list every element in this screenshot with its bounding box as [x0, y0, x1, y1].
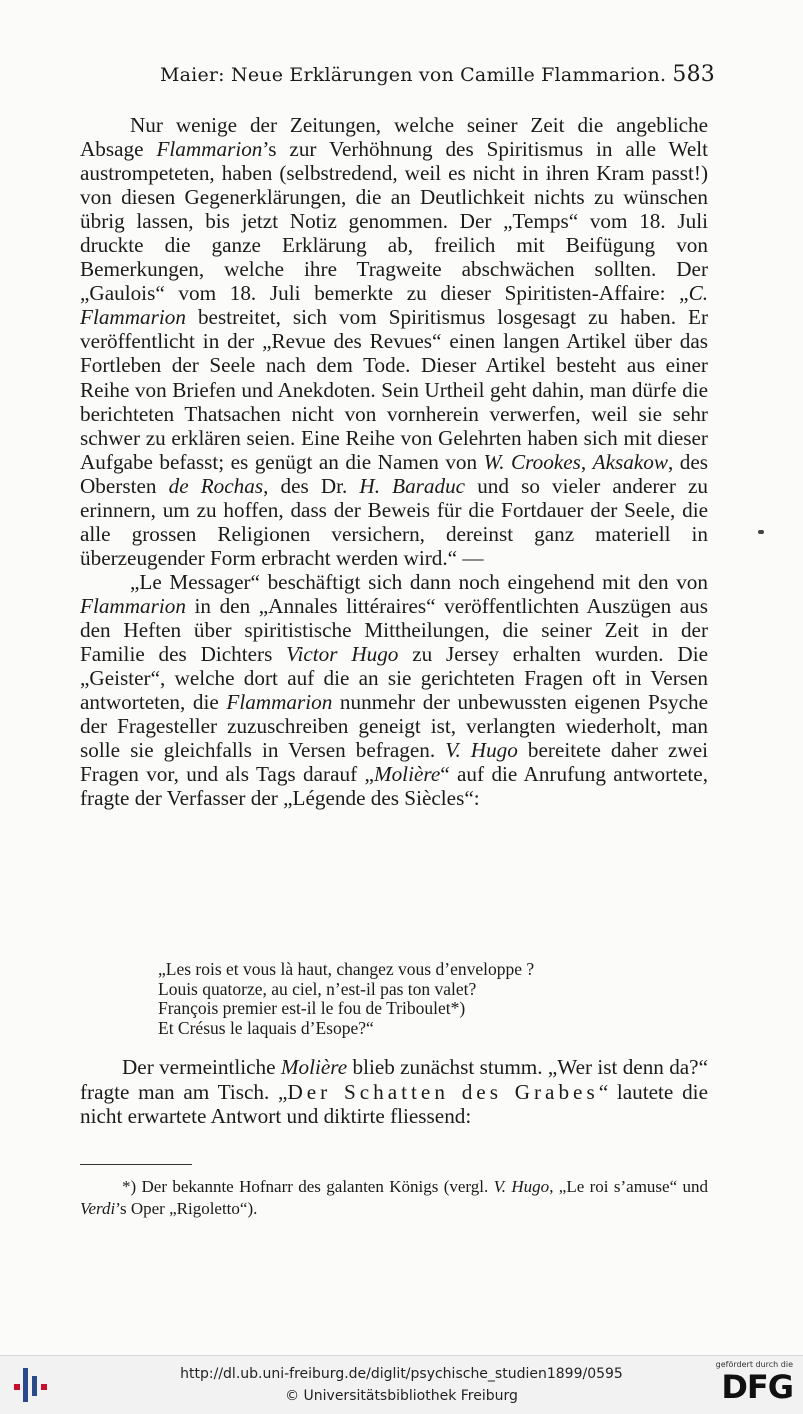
text-run: ,	[580, 449, 593, 474]
footnote-text	[80, 1176, 708, 1219]
main-text	[80, 113, 708, 810]
footnote-rule	[80, 1164, 192, 1165]
italic-name: Flammarion	[226, 690, 333, 715]
text-run: Der vermeintliche	[122, 1055, 281, 1079]
margin-mark	[758, 530, 764, 534]
text-run: bereitete daher zwei Fragen vor, und als Tags darauf „	[80, 738, 708, 787]
italic-name: Flammarion	[80, 593, 186, 618]
text-run: bestreitet, sich vom Spiritismus losgesagt zu haben. Er veröffentlicht in der „Revue des Revues“ einen langen Artikel über das Fortleben der Seele nach dem Tode. Dieser Artikel besteht aus einer Reihe von Briefen und Anekdoten. Sein Urtheil geht dahin, man dürfe die berichteten Thatsachen nicht von vornherein verwerfen, weil sie sehr schwer zu erklären seien. Eine Reihe von Gelehrten haben sich mit dieser Aufgabe befasst; es genügt an die Namen von	[80, 305, 708, 474]
text-run: nunmehr der unbewussten eigenen Psyche der Fragesteller zuzuschreiben geneigt ist, verlangten wiederholt, man solle sie gleichfalls in Versen befragen.	[80, 690, 708, 763]
text-run: , des Obersten	[80, 449, 708, 498]
text-run: blieb zunächst stumm. „Wer ist denn da?“ fragte man am Tisch. „	[80, 1055, 708, 1104]
italic-name: C. Flammarion	[80, 281, 708, 330]
running-head	[160, 62, 715, 87]
italic-name: Verdi	[80, 1198, 116, 1218]
italic-name: Molière	[373, 762, 441, 787]
verse-line: Et Crésus le laquais d’Esope?“	[158, 1017, 374, 1038]
text-run: Nur wenige der Zeitungen, welche seiner Zeit die angebliche Absage	[80, 113, 708, 162]
text-run: ’s zur Verhöhnung des Spiritismus in alle Welt austrompeteten, haben (selbstredend, weil es nicht in ihren Kram passt!) von diesen Gegenerklärungen, die an Deutlichkeit nichts zu wünschen übrig lassen, bis jetzt Notiz genommen. Der „Temps“ vom 18. Juli druckte die ganze Erklärung ab, freilich mit Beifügung von Bemerkungen, welche ihre Tragweite abschwächen sollten. Der „Gaulois“ vom 18. Juli bemerkte zu dieser Spiritisten-Affaire: „	[80, 137, 709, 306]
copyright-notice: © Universitätsbibliothek Freiburg	[285, 1388, 518, 1404]
text-run: „Le Messager“ beschäftigt sich dann noch eingehend mit den von	[130, 569, 708, 594]
page-number: 583	[672, 62, 715, 87]
footnote	[80, 1176, 708, 1219]
italic-name: W. Crookes	[483, 449, 581, 474]
verse-quote	[158, 960, 718, 1038]
text-run: , des Dr.	[263, 473, 360, 498]
text-run: in den „Annales littéraires“ veröffentlichten Auszügen aus den Heften über spiritistische Mittheilungen, die seiner Zeit in der Familie des Dichters	[80, 593, 708, 667]
italic-name: Molière	[280, 1055, 348, 1079]
italic-name: de Rochas	[168, 473, 264, 498]
verse-line: „Les rois et vous là haut, changez vous d’enveloppe ?	[158, 959, 535, 979]
text-run: “ auf die Anrufung antwortete, fragte der Verfasser der „Légende des Siècles“:	[80, 762, 708, 811]
permalink-url[interactable]: http://dl.ub.uni-freiburg.de/diglit/psychische_studien1899/0595	[180, 1366, 623, 1382]
dfg-logo	[703, 1360, 793, 1410]
running-title: Maier: Neue Erklärungen von Camille Flammarion.	[160, 64, 667, 86]
text-run: “ lautete die nicht erwartete Antwort und diktirte fliessend:	[80, 1079, 708, 1128]
text-run: *) Der bekannte Hofnarr des galanten Königs (vergl.	[122, 1177, 494, 1196]
main-text-continued	[80, 1055, 708, 1129]
italic-name: V. Hugo	[493, 1177, 550, 1196]
italic-name: Aksakow	[592, 449, 668, 474]
funder-note: gefördert durch die	[715, 1360, 793, 1369]
dfg-logo-icon: DFG	[721, 1368, 793, 1406]
italic-name: Flammarion	[156, 137, 263, 162]
italic-name: Victor Hugo	[286, 642, 399, 667]
verse-line: François premier est-il le fou de Triboulet*)	[158, 998, 466, 1019]
paragraph-1	[80, 113, 708, 570]
text-run: , „Le roi s’amuse“ und	[549, 1177, 708, 1196]
spaced-emphasis: Der Schatten des Grabes	[287, 1079, 599, 1104]
viewer-footer	[0, 1355, 803, 1414]
italic-name: V. Hugo	[445, 738, 518, 763]
italic-name: H. Baraduc	[359, 473, 466, 498]
text-run: zu Jersey erhalten wurden. Die „Geister“, welche dort auf die an sie gerichteten Fragen oft in Versen antworteten, die	[80, 642, 708, 715]
text-run: ’s Oper „Rigoletto“).	[115, 1198, 258, 1218]
text-run: und so vieler anderer zu erinnern, um zu hoffen, dass der Beweis für die Fortdauer der Seele, die alle grossen Religionen versichern, dereinst ganz materiell in überzeugender Form erbracht werden wird.“ —	[80, 473, 708, 570]
verse-line: Louis quatorze, au ciel, n’est-il pas ton valet?	[158, 978, 477, 999]
paragraph-2	[80, 570, 708, 810]
paragraph-3	[80, 1055, 708, 1129]
